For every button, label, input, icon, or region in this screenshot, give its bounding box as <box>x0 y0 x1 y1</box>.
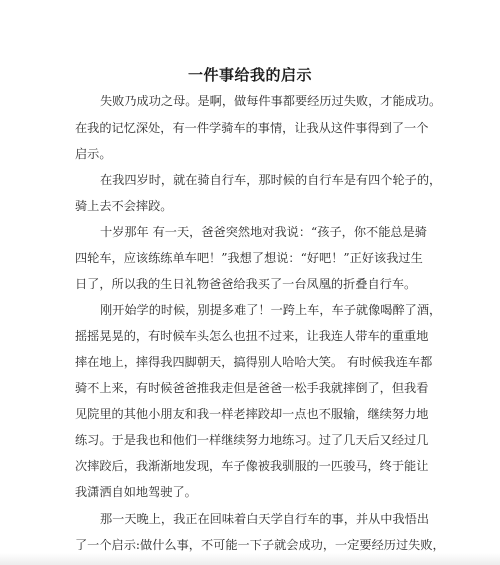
text-line: 骑不上来，有时候爸爸推我走但是爸爸一松手我就摔倒了，但我看 <box>75 381 429 395</box>
text-line: 在我的记忆深处，有一件学骑车的事情，让我从这件事得到了一个 <box>75 121 429 135</box>
text-line: 四轮车，应该练练单车吧！”我想了想说：“好吧！”正好该我过生 <box>75 251 423 265</box>
document-title: 一件事给我的启示 <box>187 66 312 84</box>
text-line: 刚开始学的时候，别提多难了！一跨上车，车子就像喝醉了酒， <box>100 303 442 317</box>
text-line: 启示。 <box>75 147 112 161</box>
text-line: 失败乃成功之母。是啊，做每件事都要经历过失败，才能成功。 <box>100 94 442 108</box>
text-line: 摇摇晃晃的，有时候车头怎么也扭不过来，让我连人带车的重重地 <box>75 329 429 343</box>
text-line: 十岁那年 有一天，爸爸突然地对我说：“孩子，你不能总是骑 <box>100 225 427 239</box>
text-line: 骑上去不会摔跤。 <box>75 199 173 213</box>
text-line: 在我四岁时，就在骑自行车，那时候的自行车是有四个轮子的， <box>100 173 442 187</box>
text-line: 了一个启示:做什么事，不可能一下子就会成功，一定要经历过失败， <box>75 538 445 552</box>
page-bottom-edge <box>0 553 500 565</box>
text-line: 日了，所以我的生日礼物爸爸给我买了一台凤凰的折叠自行车。 <box>75 277 417 291</box>
text-line: 次摔跤后，我渐渐地发现，车子像被我驯服的一匹骏马，终于能让 <box>75 459 429 473</box>
text-line: 那一天晚上，我正在回味着白天学自行车的事，并从中我悟出 <box>100 512 430 526</box>
text-line: 练习。于是我也和他们一样继续努力地练习。过了几天后又经过几 <box>75 433 429 447</box>
text-line: 见院里的其他小朋友和我一样老摔跤却一点也不服输，继续努力地 <box>75 407 429 421</box>
text-line: 摔在地上，摔得我四脚朝天，搞得别人哈哈大笑。 有时候我连车都 <box>75 355 433 369</box>
text-line: 我潇洒自如地驾驶了。 <box>75 485 197 499</box>
